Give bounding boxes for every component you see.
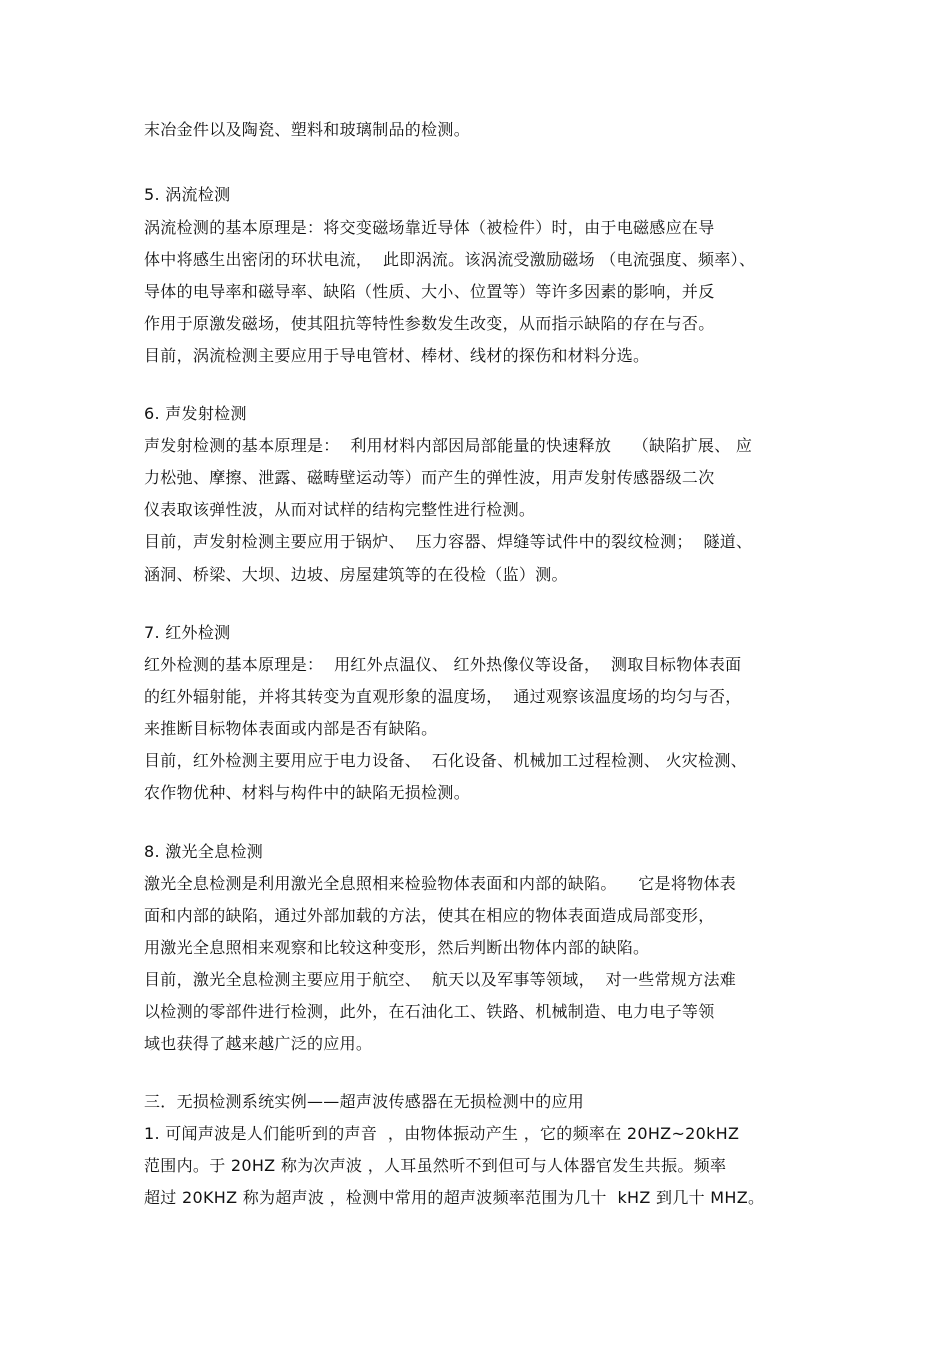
text-line: 域也获得了越来越广泛的应用。 <box>144 1034 373 1053</box>
text-line: 激光全息检测是利用激光全息照相来检验物体表面和内部的缺陷。 它是将物体表 <box>144 874 737 893</box>
text-line: 以检测的零部件进行检测，此外，在石油化工、铁路、机械制造、电力电子等领 <box>144 1002 715 1021</box>
text-line: 来推断目标物体表面或内部是否有缺陷。 <box>144 719 438 738</box>
text-line: 体中将感生出密闭的环状电流， 此即涡流。该涡流受激励磁场 （电流强度、频率）、 <box>144 250 756 269</box>
text-line: 作用于原激发磁场，使其阻抗等特性参数发生改变，从而指示缺陷的存在与否。 <box>144 314 715 333</box>
text-line: 红外检测的基本原理是： 用红外点温仪、 红外热像仪等设备， 测取目标物体表面 <box>144 655 742 674</box>
text-line: 用激光全息照相来观察和比较这种变形，然后判断出物体内部的缺陷。 <box>144 938 650 957</box>
text-line: 农作物优种、材料与构件中的缺陷无损检测。 <box>144 783 471 802</box>
text-line: 范围内。于 20HZ 称为次声波 ，人耳虽然听不到但可与人体器官发生共振。频率 <box>144 1156 727 1175</box>
text-line: 涵洞、桥梁、大坝、边坡、房屋建筑等的在役检（监）测。 <box>144 565 568 584</box>
section-heading: 7. 红外检测 <box>144 623 231 642</box>
section-heading: 三．无损检测系统实例——超声波传感器在无损检测中的应用 <box>144 1092 585 1111</box>
text-line: 1. 可闻声波是人们能听到的声音 ，由物体振动产生 ，它的频率在 20HZ~20kHZ <box>144 1124 740 1143</box>
text-line: 目前，激光全息检测主要应用于航空、 航天以及军事等领域， 对一些常规方法难 <box>144 970 737 989</box>
text-line: 仪表取该弹性波，从而对试样的结构完整性进行检测。 <box>144 500 536 519</box>
section-heading: 6. 声发射检测 <box>144 404 247 423</box>
text-line: 目前，声发射检测主要应用于锅炉、 压力容器、焊缝等试件中的裂纹检测； 隧道、 <box>144 532 753 551</box>
text-line: 声发射检测的基本原理是： 利用材料内部因局部能量的快速释放 （缺陷扩展、 应 <box>144 436 753 455</box>
section-heading: 5. 涡流检测 <box>144 185 231 204</box>
text-line: 力松弛、摩擦、泄露、磁畴壁运动等）而产生的弹性波，用声发射传感器级二次 <box>144 468 715 487</box>
text-line: 超过 20KHZ 称为超声波 ，检测中常用的超声波频率范围为几十 kHZ 到几十 MHZ。 <box>144 1188 765 1207</box>
text-line: 的红外辐射能，并将其转变为直观形象的温度场， 通过观察该温度场的均匀与否， <box>144 687 742 706</box>
text-line: 目前，涡流检测主要应用于导电管材、棒材、线材的探伤和材料分选。 <box>144 346 650 365</box>
text-line: 导体的电导率和磁导率、缺陷（性质、大小、位置等）等许多因素的影响，并反 <box>144 282 715 301</box>
text-line: 面和内部的缺陷，通过外部加载的方法，使其在相应的物体表面造成局部变形， <box>144 906 715 925</box>
text-line: 目前，红外检测主要用应于电力设备、 石化设备、机械加工过程检测、 火灾检测、 <box>144 751 747 770</box>
text-line: 末冶金件以及陶瓷、塑料和玻璃制品的检测。 <box>144 120 471 139</box>
text-line: 涡流检测的基本原理是：将交变磁场靠近导体（被检件）时，由于电磁感应在导 <box>144 218 715 237</box>
section-heading: 8. 激光全息检测 <box>144 842 264 861</box>
